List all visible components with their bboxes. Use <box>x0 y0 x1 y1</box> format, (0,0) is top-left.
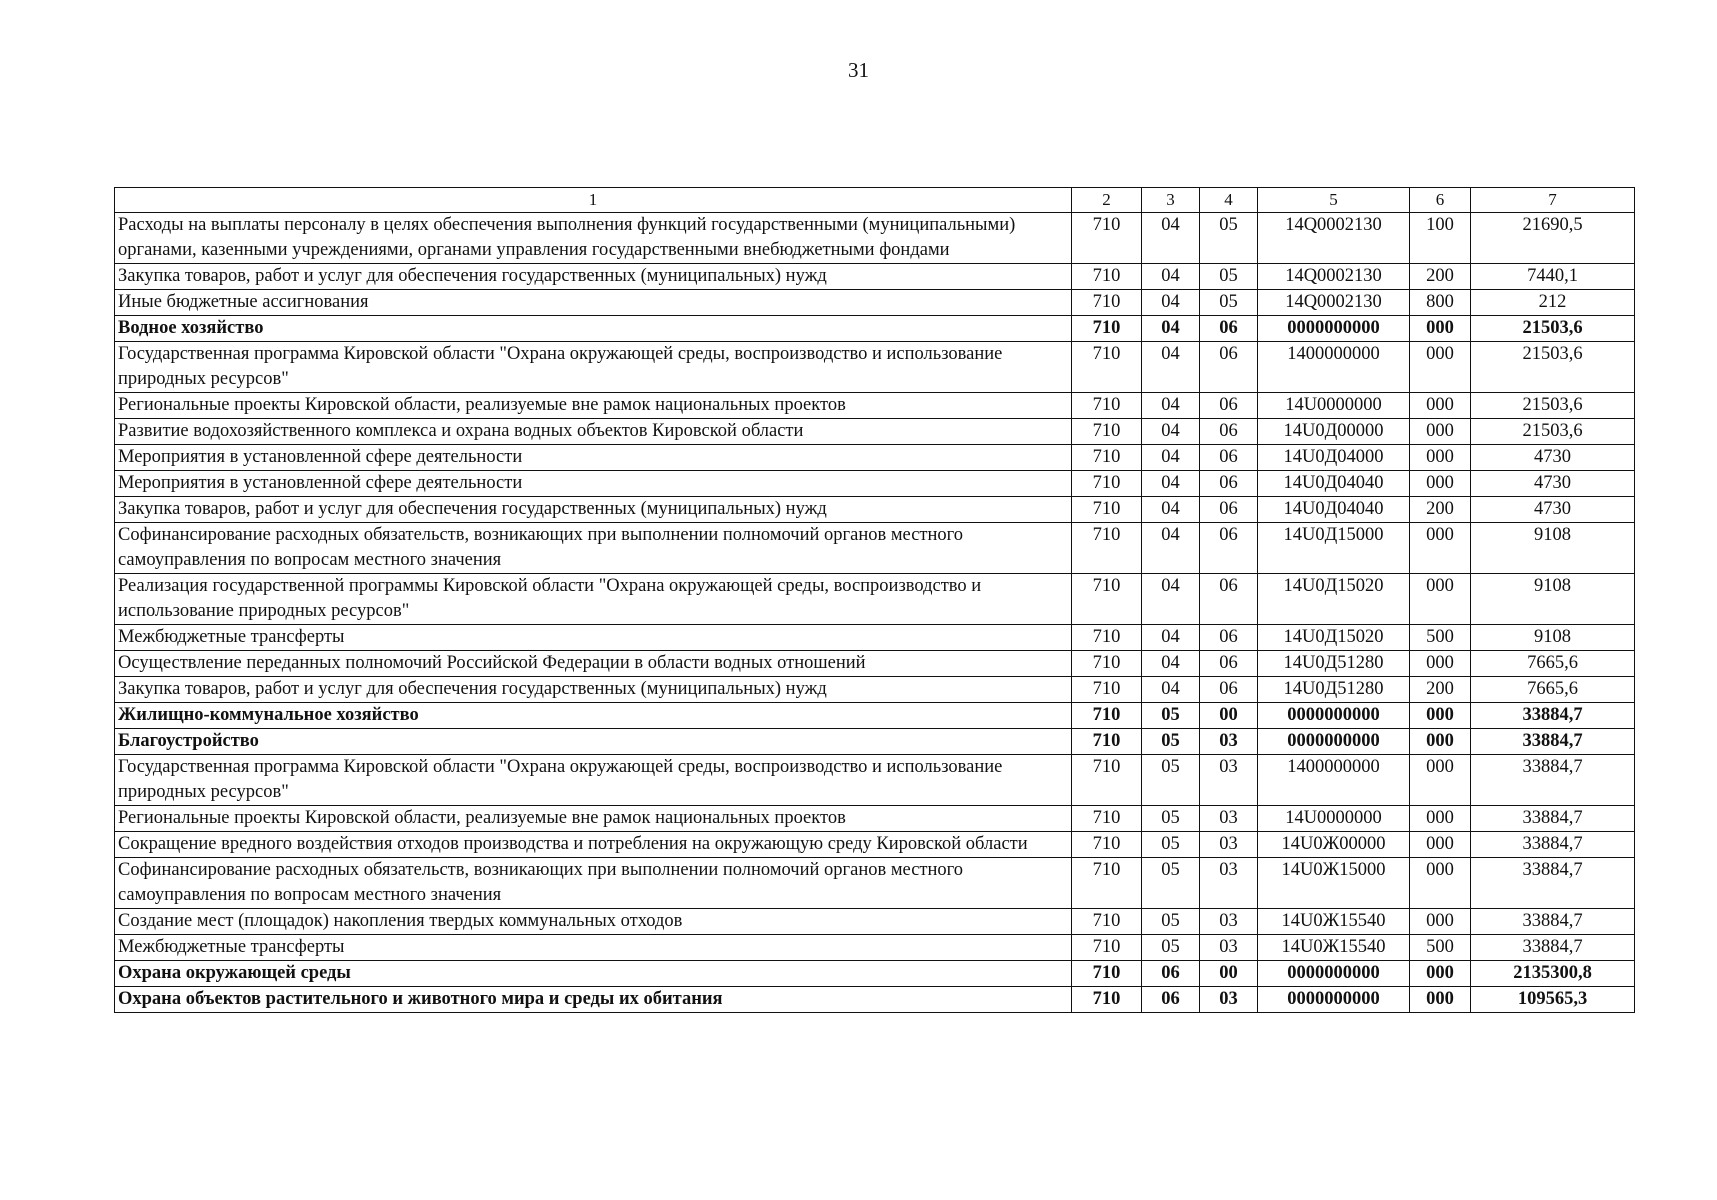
cell-section: 05 <box>1142 703 1200 729</box>
cell-expense-type: 200 <box>1410 677 1471 703</box>
row-label: Государственная программа Кировской области "Охрана окружающей среды, воспроизводство и использование природных ресурсов" <box>115 755 1072 806</box>
cell-subsection: 06 <box>1200 393 1258 419</box>
cell-section: 04 <box>1142 419 1200 445</box>
cell-code: 710 <box>1072 393 1142 419</box>
row-label: Закупка товаров, работ и услуг для обеспечения государственных (муниципальных) нужд <box>115 497 1072 523</box>
table-row <box>115 290 1635 316</box>
table-row <box>115 471 1635 497</box>
cell-amount: 33884,7 <box>1471 755 1635 806</box>
cell-target-item: 14Q0002130 <box>1258 290 1410 316</box>
cell-section: 05 <box>1142 935 1200 961</box>
table-row <box>115 264 1635 290</box>
cell-code: 710 <box>1072 935 1142 961</box>
cell-expense-type: 000 <box>1410 471 1471 497</box>
cell-amount: 212 <box>1471 290 1635 316</box>
column-header: 5 <box>1258 188 1410 213</box>
cell-expense-type: 000 <box>1410 419 1471 445</box>
cell-target-item: 14Q0002130 <box>1258 264 1410 290</box>
cell-code: 710 <box>1072 213 1142 264</box>
table-row <box>115 832 1635 858</box>
table-row <box>115 961 1635 987</box>
row-label: Мероприятия в установленной сфере деятельности <box>115 471 1072 497</box>
cell-subsection: 06 <box>1200 497 1258 523</box>
cell-expense-type: 000 <box>1410 858 1471 909</box>
cell-section: 04 <box>1142 625 1200 651</box>
cell-amount: 21503,6 <box>1471 393 1635 419</box>
cell-expense-type: 000 <box>1410 806 1471 832</box>
row-label: Охрана объектов растительного и животного мира и среды их обитания <box>115 987 1072 1013</box>
cell-target-item: 14U0Д15020 <box>1258 574 1410 625</box>
table-row <box>115 703 1635 729</box>
cell-amount: 21503,6 <box>1471 419 1635 445</box>
cell-expense-type: 500 <box>1410 625 1471 651</box>
cell-amount: 33884,7 <box>1471 909 1635 935</box>
cell-target-item: 14U0Д15020 <box>1258 625 1410 651</box>
row-label: Закупка товаров, работ и услуг для обеспечения государственных (муниципальных) нужд <box>115 677 1072 703</box>
cell-target-item: 14U0Д00000 <box>1258 419 1410 445</box>
cell-subsection: 06 <box>1200 651 1258 677</box>
table-row <box>115 651 1635 677</box>
cell-subsection: 05 <box>1200 213 1258 264</box>
cell-target-item: 0000000000 <box>1258 316 1410 342</box>
row-label: Софинансирование расходных обязательств, возникающих при выполнении полномочий органов местного самоуправления по вопросам местного значения <box>115 523 1072 574</box>
cell-subsection: 00 <box>1200 961 1258 987</box>
cell-target-item: 14U0Ж00000 <box>1258 832 1410 858</box>
row-label: Государственная программа Кировской области "Охрана окружающей среды, воспроизводство и использование природных ресурсов" <box>115 342 1072 393</box>
cell-subsection: 05 <box>1200 264 1258 290</box>
table-row <box>115 755 1635 806</box>
cell-expense-type: 000 <box>1410 523 1471 574</box>
cell-subsection: 06 <box>1200 677 1258 703</box>
column-header: 1 <box>115 188 1072 213</box>
cell-subsection: 06 <box>1200 471 1258 497</box>
row-label: Создание мест (площадок) накопления твердых коммунальных отходов <box>115 909 1072 935</box>
row-label: Благоустройство <box>115 729 1072 755</box>
cell-amount: 109565,3 <box>1471 987 1635 1013</box>
table-row <box>115 213 1635 264</box>
cell-expense-type: 000 <box>1410 832 1471 858</box>
table-row <box>115 909 1635 935</box>
cell-expense-type: 000 <box>1410 574 1471 625</box>
cell-code: 710 <box>1072 832 1142 858</box>
row-label: Межбюджетные трансферты <box>115 625 1072 651</box>
cell-amount: 33884,7 <box>1471 832 1635 858</box>
cell-target-item: 14U0000000 <box>1258 806 1410 832</box>
cell-expense-type: 000 <box>1410 445 1471 471</box>
cell-subsection: 06 <box>1200 316 1258 342</box>
cell-expense-type: 000 <box>1410 909 1471 935</box>
column-header: 6 <box>1410 188 1471 213</box>
cell-subsection: 03 <box>1200 832 1258 858</box>
cell-amount: 33884,7 <box>1471 806 1635 832</box>
cell-target-item: 0000000000 <box>1258 703 1410 729</box>
cell-section: 04 <box>1142 342 1200 393</box>
cell-code: 710 <box>1072 677 1142 703</box>
row-label: Межбюджетные трансферты <box>115 935 1072 961</box>
cell-amount: 7440,1 <box>1471 264 1635 290</box>
cell-target-item: 1400000000 <box>1258 342 1410 393</box>
cell-code: 710 <box>1072 290 1142 316</box>
cell-amount: 33884,7 <box>1471 703 1635 729</box>
cell-code: 710 <box>1072 806 1142 832</box>
table-row <box>115 625 1635 651</box>
row-label: Осуществление переданных полномочий Российской Федерации в области водных отношений <box>115 651 1072 677</box>
cell-code: 710 <box>1072 755 1142 806</box>
cell-section: 06 <box>1142 961 1200 987</box>
table-row <box>115 419 1635 445</box>
cell-code: 710 <box>1072 729 1142 755</box>
cell-subsection: 03 <box>1200 806 1258 832</box>
cell-expense-type: 000 <box>1410 729 1471 755</box>
cell-section: 04 <box>1142 213 1200 264</box>
row-label: Развитие водохозяйственного комплекса и охрана водных объектов Кировской области <box>115 419 1072 445</box>
cell-target-item: 0000000000 <box>1258 961 1410 987</box>
cell-section: 04 <box>1142 316 1200 342</box>
cell-code: 710 <box>1072 316 1142 342</box>
cell-code: 710 <box>1072 471 1142 497</box>
table-row <box>115 342 1635 393</box>
table-row <box>115 858 1635 909</box>
table-row <box>115 677 1635 703</box>
column-header: 2 <box>1072 188 1142 213</box>
cell-amount: 4730 <box>1471 497 1635 523</box>
cell-section: 04 <box>1142 574 1200 625</box>
table-row <box>115 316 1635 342</box>
cell-amount: 4730 <box>1471 471 1635 497</box>
row-label: Закупка товаров, работ и услуг для обеспечения государственных (муниципальных) нужд <box>115 264 1072 290</box>
cell-section: 05 <box>1142 729 1200 755</box>
cell-section: 04 <box>1142 393 1200 419</box>
cell-expense-type: 200 <box>1410 264 1471 290</box>
cell-section: 04 <box>1142 651 1200 677</box>
cell-subsection: 03 <box>1200 755 1258 806</box>
cell-subsection: 03 <box>1200 729 1258 755</box>
cell-section: 05 <box>1142 858 1200 909</box>
row-label: Охрана окружающей среды <box>115 961 1072 987</box>
budget-table <box>114 187 1635 1013</box>
cell-expense-type: 000 <box>1410 987 1471 1013</box>
cell-amount: 21503,6 <box>1471 342 1635 393</box>
cell-code: 710 <box>1072 961 1142 987</box>
row-label: Водное хозяйство <box>115 316 1072 342</box>
cell-code: 710 <box>1072 574 1142 625</box>
cell-amount: 7665,6 <box>1471 677 1635 703</box>
cell-code: 710 <box>1072 264 1142 290</box>
cell-code: 710 <box>1072 703 1142 729</box>
cell-code: 710 <box>1072 419 1142 445</box>
cell-section: 05 <box>1142 832 1200 858</box>
cell-subsection: 03 <box>1200 909 1258 935</box>
cell-section: 04 <box>1142 497 1200 523</box>
cell-expense-type: 500 <box>1410 935 1471 961</box>
row-label: Иные бюджетные ассигнования <box>115 290 1072 316</box>
cell-amount: 33884,7 <box>1471 935 1635 961</box>
cell-amount: 21690,5 <box>1471 213 1635 264</box>
cell-expense-type: 000 <box>1410 703 1471 729</box>
cell-target-item: 14U0Ж15540 <box>1258 909 1410 935</box>
cell-code: 710 <box>1072 909 1142 935</box>
table-row <box>115 987 1635 1013</box>
cell-section: 05 <box>1142 755 1200 806</box>
table-row <box>115 574 1635 625</box>
cell-subsection: 06 <box>1200 625 1258 651</box>
table-header-row <box>115 188 1635 213</box>
cell-target-item: 14U0Д51280 <box>1258 651 1410 677</box>
cell-amount: 2135300,8 <box>1471 961 1635 987</box>
row-label: Региональные проекты Кировской области, реализуемые вне рамок национальных проектов <box>115 393 1072 419</box>
cell-expense-type: 000 <box>1410 651 1471 677</box>
row-label: Расходы на выплаты персоналу в целях обеспечения выполнения функций государственными (муниципальными) органами, казенными учреждениями, органами управления государственными внебюджетными фондами <box>115 213 1072 264</box>
cell-subsection: 06 <box>1200 574 1258 625</box>
cell-section: 04 <box>1142 677 1200 703</box>
cell-code: 710 <box>1072 445 1142 471</box>
cell-subsection: 03 <box>1200 987 1258 1013</box>
cell-subsection: 03 <box>1200 935 1258 961</box>
cell-subsection: 05 <box>1200 290 1258 316</box>
cell-subsection: 06 <box>1200 419 1258 445</box>
cell-subsection: 06 <box>1200 342 1258 393</box>
cell-expense-type: 100 <box>1410 213 1471 264</box>
cell-expense-type: 000 <box>1410 755 1471 806</box>
cell-section: 04 <box>1142 523 1200 574</box>
table-row <box>115 806 1635 832</box>
cell-section: 04 <box>1142 471 1200 497</box>
cell-target-item: 0000000000 <box>1258 729 1410 755</box>
cell-expense-type: 000 <box>1410 393 1471 419</box>
table-row <box>115 497 1635 523</box>
table-row <box>115 935 1635 961</box>
cell-code: 710 <box>1072 625 1142 651</box>
table-row <box>115 523 1635 574</box>
cell-subsection: 00 <box>1200 703 1258 729</box>
cell-target-item: 14U0Д51280 <box>1258 677 1410 703</box>
column-header: 7 <box>1471 188 1635 213</box>
table-row <box>115 445 1635 471</box>
cell-target-item: 14U0Ж15000 <box>1258 858 1410 909</box>
cell-section: 05 <box>1142 909 1200 935</box>
cell-subsection: 06 <box>1200 523 1258 574</box>
cell-expense-type: 000 <box>1410 316 1471 342</box>
cell-code: 710 <box>1072 858 1142 909</box>
page-number: 31 <box>848 58 869 82</box>
cell-subsection: 06 <box>1200 445 1258 471</box>
cell-amount: 33884,7 <box>1471 858 1635 909</box>
cell-code: 710 <box>1072 497 1142 523</box>
cell-target-item: 0000000000 <box>1258 987 1410 1013</box>
cell-section: 04 <box>1142 290 1200 316</box>
cell-amount: 9108 <box>1471 523 1635 574</box>
cell-expense-type: 800 <box>1410 290 1471 316</box>
cell-expense-type: 000 <box>1410 961 1471 987</box>
cell-section: 04 <box>1142 264 1200 290</box>
cell-target-item: 1400000000 <box>1258 755 1410 806</box>
cell-target-item: 14Q0002130 <box>1258 213 1410 264</box>
cell-amount: 4730 <box>1471 445 1635 471</box>
row-label: Софинансирование расходных обязательств, возникающих при выполнении полномочий органов местного самоуправления по вопросам местного значения <box>115 858 1072 909</box>
cell-code: 710 <box>1072 523 1142 574</box>
cell-section: 06 <box>1142 987 1200 1013</box>
cell-code: 710 <box>1072 651 1142 677</box>
cell-target-item: 14U0Ж15540 <box>1258 935 1410 961</box>
cell-amount: 33884,7 <box>1471 729 1635 755</box>
cell-amount: 21503,6 <box>1471 316 1635 342</box>
table-body <box>115 213 1635 1013</box>
column-header: 4 <box>1200 188 1258 213</box>
cell-code: 710 <box>1072 987 1142 1013</box>
cell-target-item: 14U0Д15000 <box>1258 523 1410 574</box>
cell-amount: 9108 <box>1471 574 1635 625</box>
table-row <box>115 393 1635 419</box>
cell-target-item: 14U0Д04040 <box>1258 497 1410 523</box>
cell-code: 710 <box>1072 342 1142 393</box>
cell-target-item: 14U0000000 <box>1258 393 1410 419</box>
row-label: Сокращение вредного воздействия отходов производства и потребления на окружающую среду Кировской области <box>115 832 1072 858</box>
cell-subsection: 03 <box>1200 858 1258 909</box>
cell-target-item: 14U0Д04040 <box>1258 471 1410 497</box>
cell-expense-type: 000 <box>1410 342 1471 393</box>
row-label: Региональные проекты Кировской области, реализуемые вне рамок национальных проектов <box>115 806 1072 832</box>
row-label: Реализация государственной программы Кировской области "Охрана окружающей среды, воспроизводство и использование природных ресурсов" <box>115 574 1072 625</box>
row-label: Мероприятия в установленной сфере деятельности <box>115 445 1072 471</box>
column-header: 3 <box>1142 188 1200 213</box>
cell-amount: 9108 <box>1471 625 1635 651</box>
cell-section: 05 <box>1142 806 1200 832</box>
cell-amount: 7665,6 <box>1471 651 1635 677</box>
cell-target-item: 14U0Д04000 <box>1258 445 1410 471</box>
table-row <box>115 729 1635 755</box>
cell-section: 04 <box>1142 445 1200 471</box>
cell-expense-type: 200 <box>1410 497 1471 523</box>
row-label: Жилищно-коммунальное хозяйство <box>115 703 1072 729</box>
